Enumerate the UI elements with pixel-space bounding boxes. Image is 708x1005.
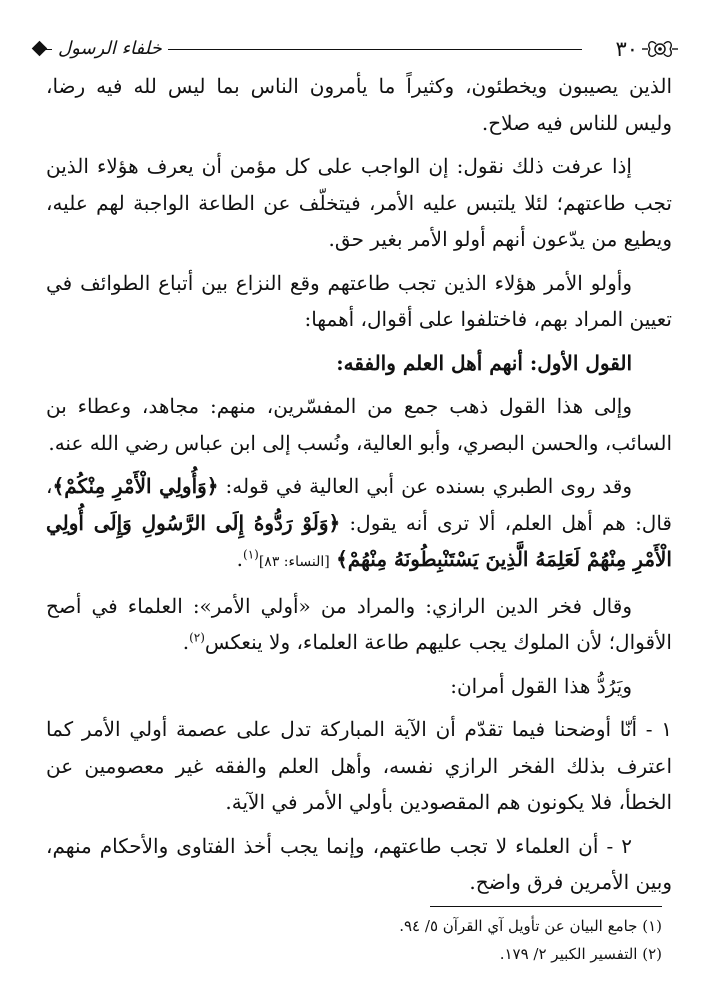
- text-run: ، قال: هم أهل العلم، ألا ترى أنه يقول:: [46, 474, 672, 535]
- running-title: خلفاء الرسول: [52, 34, 168, 64]
- text-run: .: [236, 547, 243, 571]
- list-item: ٢ - أن العلماء لا تجب طاعتهم، وإنما يجب أخذ الفتاوى والأحكام منهم، وبين الأمرين فرق واضح.: [46, 833, 672, 894]
- text-run: .: [182, 630, 190, 654]
- section-heading: القول الأول: أنهم أهل العلم والفقه:: [336, 350, 632, 375]
- paragraph: الذين يصيبون ويخطئون، وكثيراً ما يأمرون الناس بما ليس لله فيه رضا، وليس للناس فيه صلاح.: [46, 74, 672, 135]
- quran-verse: ﴿وَلَوْ رَدُّوهُ إِلَى الرَّسُولِ وَإِلَى أُولِي الْأَمْرِ مِنْهُمْ لَعَلِمَهُ الَّذِينَ يَسْتَنْبِطُونَهُ مِنْهُمْ﴾: [46, 510, 672, 571]
- footnotes: [62, 912, 662, 968]
- footnote: (١) جامع البيان عن تأويل آي القرآن ٥/ ٩٤.: [399, 917, 662, 935]
- footnote-marker: (٢): [189, 630, 205, 645]
- text-run: وقال فخر الدين الرازي: والمراد من «أولي الأمر»: العلماء في أصح الأقوال؛ لأن الملوك يجب عليهم طاعة العلماء، ولا ينعكس: [46, 593, 672, 654]
- floral-ornament-icon: [642, 34, 678, 64]
- footnote-marker: (١): [243, 547, 259, 562]
- text-run: وقد روى الطبري بسنده عن أبي العالية في قوله:: [218, 474, 632, 498]
- paragraph: إذا عرفت ذلك نقول: إن الواجب على كل مؤمن أن يعرف هؤلاء الذين تجب طاعتهم؛ لئلا يلتبس عليه الأمر، فيتخلّف عن الطاعة الواجبة لهم عليه، ويطيع من يدّعون أنهم أولو الأمر بغير حق.: [46, 154, 672, 251]
- paragraph-tabari: [46, 468, 672, 581]
- footnote: (٢) التفسير الكبير ٢/ ١٧٩.: [499, 945, 662, 963]
- paragraph: وأولو الأمر هؤلاء الذين تجب طاعتهم وقع النزاع بين أتباع الطوائف في تعيين المراد بهم، فاختلفوا على أقوال، أهمها:: [46, 270, 672, 331]
- main-text: [46, 68, 672, 908]
- verse-reference: [النساء: ٨٣]: [258, 554, 330, 570]
- list-item: ١ - أنّا أوضحنا فيما تقدّم أن الآية المباركة تدل على عصمة أولي الأمر كما اعترف بذلك الفخر الرازي نفسه، وأهل العلم والفقه غير معصومين عن الخطأ، فلا يكونون هم المقصودين بأولي الأمر في الآية.: [46, 717, 672, 814]
- paragraph: وإلى هذا القول ذهب جمع من المفسّرين، منهم: مجاهد، وعطاء بن السائب، والحسن البصري، وأبو العالية، ونُسب إلى ابن عباس رضي الله عنه.: [46, 394, 672, 455]
- page-number: ٣٠: [615, 37, 638, 61]
- paragraph-razi: [46, 588, 672, 661]
- page-header: [30, 32, 678, 68]
- paragraph: ويَرُدُّ هذا القول أمران:: [450, 673, 632, 698]
- quran-verse: ﴿وَأُولِي الْأَمْرِ مِنْكُمْ﴾: [52, 474, 219, 498]
- diamond-ornament-icon: [32, 41, 48, 57]
- footnote-separator: [430, 906, 662, 907]
